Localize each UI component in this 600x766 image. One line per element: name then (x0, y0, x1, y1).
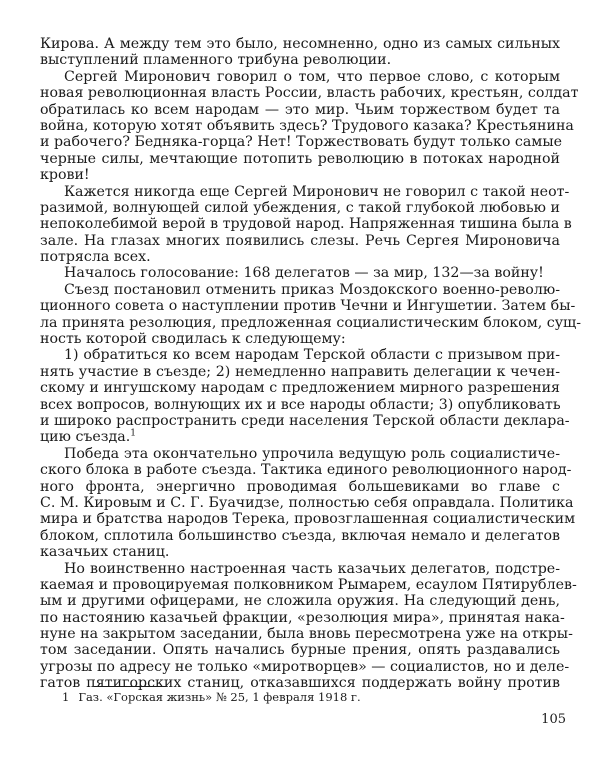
text-line (40, 69, 560, 85)
text-line-content: разимой, волнующей силой убеждения, с такой глубокой любовью и (40, 199, 560, 216)
text-line (40, 626, 573, 643)
text-line (40, 609, 565, 626)
text-line-content: блоком, сплотила большинство съезда, включая немало и делегатов (40, 527, 560, 544)
text-line-content: непоколебимой верой в трудовой народ. Напряженная тишина была в (40, 216, 572, 233)
text-line-content: крови! (40, 167, 90, 184)
footnote-reference: 1 (130, 428, 136, 439)
text-line (40, 347, 560, 363)
text-line-content: нуне на закрытом заседании, была вновь пересмотрена уже на откры- (40, 626, 573, 643)
text-line (40, 494, 574, 511)
text-line-content: война, которую хотят объявить здесь? Трудового казака? Крестьянина (40, 117, 574, 134)
footnote-number: 1 (62, 690, 70, 704)
text-line-content: каемая и провоцируемая полковником Рымарем, есаулом Пятирублев- (40, 576, 577, 593)
text-line (40, 233, 560, 249)
text-line (40, 249, 560, 265)
text-line (40, 117, 574, 134)
text-line-content: обратилась ко всем народам — это мир. Чьим торжеством будет та (40, 101, 560, 118)
text-line-content: гатов пятигорских станиц, отказавшихся поддержать войну против (40, 675, 560, 692)
page-number: 105 (541, 712, 566, 727)
text-line-content: Сергей Миронович говорил о том, что первое слово, с которым (64, 68, 560, 85)
text-line (40, 593, 560, 609)
text-line-content: казачьих станиц. (40, 544, 170, 561)
text-line (40, 314, 582, 331)
text-line (40, 331, 560, 347)
text-line (40, 36, 560, 52)
footnote-text: Газ. «Горская жизнь» № 25, 1 февраля 1918 г. (78, 690, 361, 704)
text-line-content: Но воинственно настроенная часть казачьих делегатов, подстре- (64, 560, 560, 577)
text-line-content: том заседании. Опять начались бурные прения, опять раздавались (40, 642, 560, 659)
text-line (40, 151, 560, 167)
text-line-content: угрозы по адресу не только «миротворцев» — социалистов, но и деле- (40, 658, 570, 675)
text-line-content: Кажется никогда еще Сергей Миронович не говорил с такой неот- (64, 183, 570, 200)
text-line-content: Победа эта окончательно упрочила ведущую роль социалистиче- (64, 445, 560, 462)
text-line-content: и рабочего? Бедняка-горца? Нет! Торжествовать будут только самые (40, 134, 563, 151)
text-line (40, 412, 570, 429)
text-line (40, 642, 560, 658)
text-line (40, 479, 560, 495)
text-line-content: С. М. Кировым и С. Г. Буачидзе, полностью себя оправдала. Политика (40, 494, 574, 511)
text-line-content: скому и ингушскому народам с предложением мирного разрешения (40, 380, 560, 397)
text-line (40, 200, 560, 216)
text-line (40, 282, 560, 298)
text-line-content: ла принята резолюция, предложенная социалистическим блоком, сущ- (40, 314, 582, 331)
text-line (40, 85, 579, 102)
text-line (40, 52, 560, 68)
body-text (40, 36, 582, 692)
footnote (62, 690, 361, 705)
text-line-content: всех вопросов, волнующих их и все народы области; 3) опубликовать (40, 396, 561, 413)
text-line-content: выступлений пламенного трибуна революции. (40, 52, 392, 69)
text-line (40, 134, 563, 151)
text-line-content: ского блока в работе съезда. Тактика единого революционного народ- (40, 462, 572, 479)
text-line-content: цию съезда. (40, 429, 131, 446)
text-line (40, 429, 560, 445)
text-line-content: по настоянию казачьей фракции, «резолюция мира», принятая нака- (40, 609, 565, 626)
text-line (40, 544, 560, 560)
text-line-content: Началось голосование: 168 делегатов — за мир, 132—за войну! (64, 265, 544, 282)
text-line (40, 380, 560, 396)
text-line-content: ность которой сводилась к следующему: (40, 331, 346, 348)
text-line-content: Съезд постановил отменить приказ Моздокского военно-револю- (64, 281, 560, 298)
text-line (40, 561, 560, 577)
text-line-content: ного фронта, энергично проводимая большевиками во главе с (40, 478, 560, 495)
text-line (40, 265, 560, 281)
text-line (40, 364, 560, 380)
text-line-content: потрясла всех. (40, 249, 151, 266)
text-line-content: 1) обратиться ко всем народам Терской области с призывом при- (64, 347, 560, 364)
text-line-content: Кирова. А между тем это было, несомненно, одно из самых сильных (40, 36, 560, 52)
text-line (40, 528, 560, 544)
text-line-content: и широко распространить среди населения Терской области деклара- (40, 412, 570, 429)
text-line-content: новая революционная власть России, власть рабочих, крестьян, солдат (40, 85, 579, 102)
text-line-content: мира и братства народов Терека, провозглашенная социалистическим (40, 511, 576, 528)
text-line-content: зале. На глазах многих появились слезы. Речь Сергея Мироновича (40, 232, 560, 249)
text-line-content: черные силы, мечтающие потопить революцию в потоках народной (40, 150, 560, 167)
text-line (40, 397, 560, 413)
text-line (40, 183, 570, 200)
footnote-separator (94, 686, 166, 687)
text-line (40, 102, 560, 118)
text-line-content: нять участие в съезде; 2) немедленно направить делегации к чечен- (40, 363, 560, 380)
text-line (40, 167, 560, 183)
text-line-content: ым и другими офицерами, не сложила оружия. На следующий день, (40, 593, 560, 610)
text-line (40, 298, 576, 315)
text-line (40, 511, 576, 528)
text-line-content: ционного совета о наступлении против Чечни и Ингушетии. Затем бы- (40, 298, 576, 315)
text-line (40, 576, 577, 593)
text-line (40, 658, 570, 675)
text-line (40, 216, 572, 233)
text-line (40, 446, 560, 462)
text-line (40, 462, 572, 479)
